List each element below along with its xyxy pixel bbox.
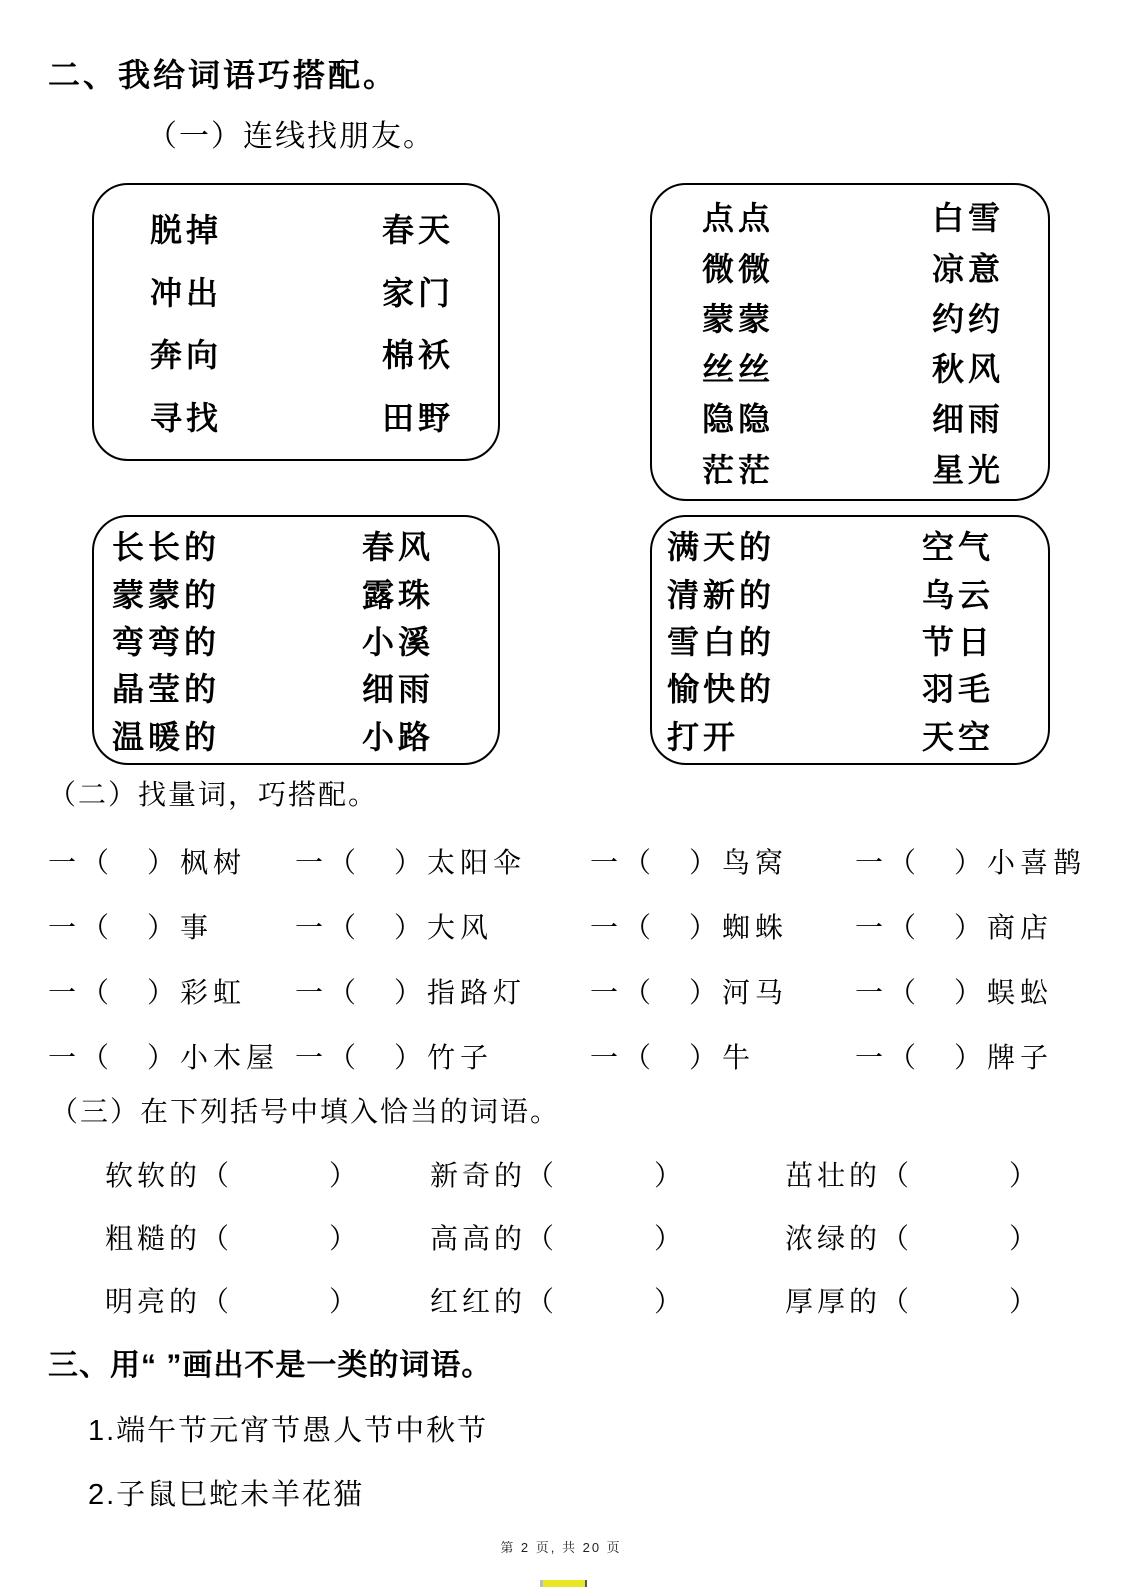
measure-word-blank: 一（ ）河马	[590, 976, 789, 1008]
fill-blank: 软软的（ ）	[105, 1159, 362, 1191]
match-box-4-left-column	[667, 521, 775, 759]
match-word: 脱掉	[150, 212, 223, 249]
match-word: 丝丝	[702, 351, 775, 388]
measure-word-blank: 一（ ）蜘蛛	[590, 911, 789, 943]
match-word: 细雨	[361, 671, 434, 708]
measure-word-blank: 一（ ）枫树	[48, 846, 247, 878]
match-word: 小溪	[361, 623, 434, 660]
match-word: 约约	[931, 300, 1004, 337]
match-box-1	[92, 183, 500, 461]
match-word: 雪白的	[667, 623, 776, 660]
part2-title: （二）找量词，巧搭配。	[48, 779, 379, 810]
match-word: 愉快的	[667, 671, 776, 708]
measure-word-blank: 一（ ）商店	[855, 911, 1054, 943]
section2-title: 二、我给词语巧搭配。	[48, 57, 399, 93]
matching-boxes	[92, 183, 1050, 765]
match-word: 温暖的	[112, 718, 221, 755]
match-word: 满天的	[667, 529, 776, 566]
measure-word-blank: 一（ ）鸟窝	[590, 846, 789, 878]
match-word: 家门	[381, 274, 454, 311]
section3-title: 三、用“ ”画出不是一类的词语。	[48, 1349, 493, 1382]
fill-blank: 新奇的（ ）	[430, 1159, 687, 1191]
match-word: 露珠	[361, 576, 434, 613]
measure-word-blank: 一（ ）太阳伞	[295, 846, 527, 878]
measure-word-blank: 一（ ）牛	[590, 1041, 756, 1073]
part1-title: （一）连线找朋友。	[147, 120, 435, 153]
fill-blank: 红红的（ ）	[430, 1285, 687, 1317]
match-box-1-right-column	[382, 189, 454, 455]
match-word: 羽毛	[921, 671, 994, 708]
fill-blank: 高高的（ ）	[430, 1222, 687, 1254]
match-box-3-right-column	[362, 521, 434, 759]
match-word: 晶莹的	[112, 671, 221, 708]
match-box-4-right-column	[922, 521, 994, 759]
match-word: 冲出	[150, 274, 223, 311]
match-word: 棉袄	[381, 337, 454, 374]
match-word: 空气	[921, 529, 994, 566]
measure-word-exercise	[48, 828, 1098, 1088]
section3-item-2: 2.子鼠巳蛇未羊花猫	[88, 1479, 365, 1511]
match-box-3-left-column	[112, 521, 220, 759]
fill-blank: 浓绿的（ ）	[785, 1222, 1042, 1254]
match-word: 点点	[702, 200, 775, 237]
measure-word-blank: 一（ ）大风	[295, 911, 494, 943]
fill-blank: 厚厚的（ ）	[785, 1285, 1042, 1317]
measure-word-blank: 一（ ）蜈蚣	[855, 976, 1054, 1008]
match-box-2	[650, 183, 1050, 501]
match-word: 春风	[361, 529, 434, 566]
measure-word-blank: 一（ ）彩虹	[48, 976, 247, 1008]
part3-title: （三）在下列括号中填入恰当的词语。	[50, 1096, 561, 1127]
match-word: 节日	[921, 623, 994, 660]
page-number-indicator: 第 2 页, 共 20 页	[500, 1540, 622, 1555]
match-word: 蒙蒙	[702, 300, 775, 337]
match-word: 春天	[381, 212, 454, 249]
match-word: 微微	[702, 250, 775, 287]
match-word: 寻找	[150, 399, 223, 436]
fill-blank: 茁壮的（ ）	[785, 1159, 1042, 1191]
match-word: 白雪	[931, 200, 1004, 237]
match-word: 蒙蒙的	[112, 576, 221, 613]
match-word: 弯弯的	[112, 623, 221, 660]
match-word: 田野	[381, 399, 454, 436]
match-box-3	[92, 515, 500, 765]
measure-word-blank: 一（ ）指路灯	[295, 976, 527, 1008]
match-word: 天空	[921, 718, 994, 755]
match-word: 凉意	[931, 250, 1004, 287]
match-word: 细雨	[931, 401, 1004, 438]
fill-in-blank-exercise	[105, 1142, 1085, 1331]
match-word: 茫茫	[702, 451, 775, 488]
measure-word-blank: 一（ ）牌子	[855, 1041, 1054, 1073]
match-word: 打开	[667, 718, 740, 755]
yellow-highlight-strip	[540, 1580, 587, 1587]
measure-word-blank: 一（ ）小木屋	[48, 1041, 280, 1073]
section3-item-1: 1.端午节元宵节愚人节中秋节	[88, 1415, 489, 1447]
match-word: 清新的	[667, 576, 776, 613]
match-word: 长长的	[112, 529, 221, 566]
match-word: 乌云	[921, 576, 994, 613]
match-box-1-left-column	[150, 189, 222, 455]
fill-blank: 粗糙的（ ）	[105, 1222, 362, 1254]
measure-word-blank: 一（ ）小喜鹊	[855, 846, 1087, 878]
match-box-2-left-column	[702, 189, 774, 495]
match-word: 隐隐	[702, 401, 775, 438]
match-word: 秋风	[931, 351, 1004, 388]
match-box-4	[650, 515, 1050, 765]
fill-blank: 明亮的（ ）	[105, 1285, 362, 1317]
measure-word-blank: 一（ ）竹子	[295, 1041, 494, 1073]
match-word: 奔向	[150, 337, 223, 374]
match-word: 星光	[931, 451, 1004, 488]
measure-word-blank: 一（ ）事	[48, 911, 214, 943]
match-box-2-right-column	[932, 189, 1004, 495]
match-word: 小路	[361, 718, 434, 755]
